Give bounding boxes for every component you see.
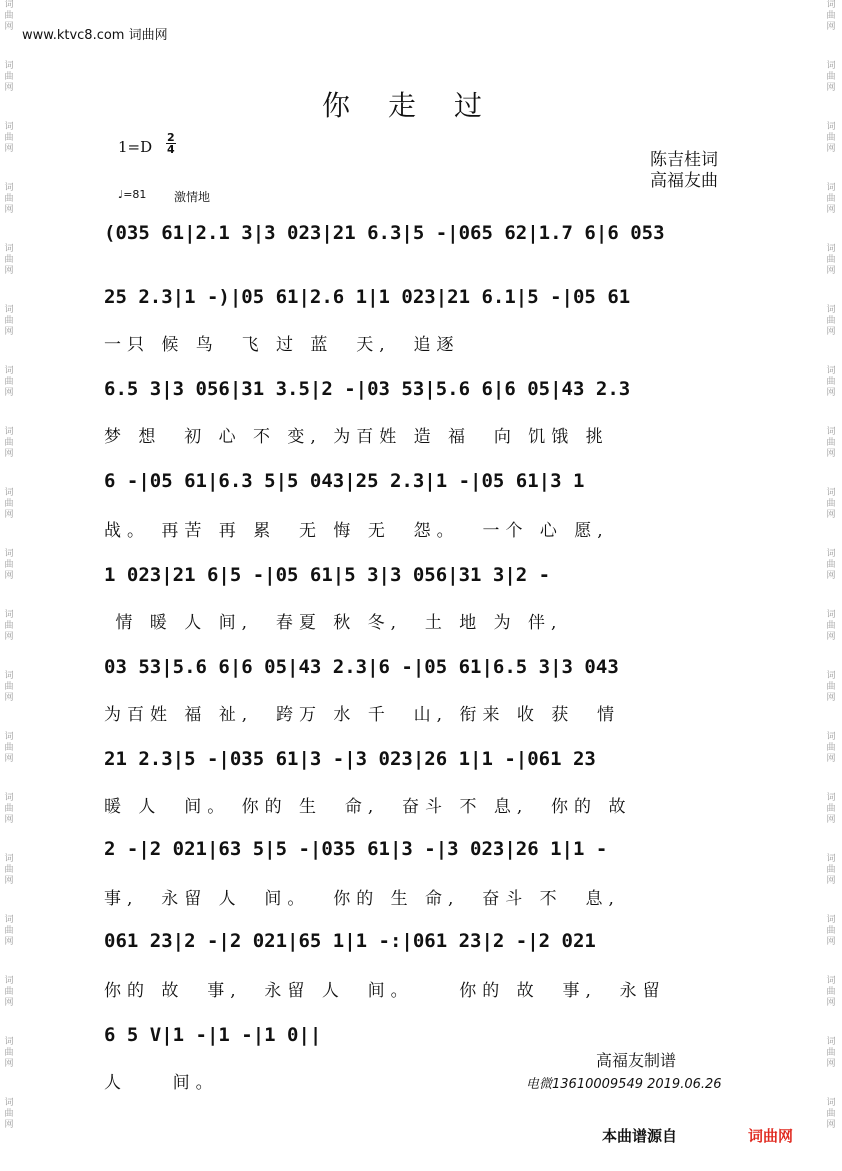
- watermark: 词曲网: [4, 183, 14, 215]
- watermark: 词曲网: [4, 915, 14, 947]
- watermark: 词曲网: [826, 366, 836, 398]
- notes-line-1: (035 61|2.1 3|3 023|21 6.3|5 -|065 62|1.7 6|6 053: [104, 222, 665, 244]
- watermark: 词曲网: [4, 732, 14, 764]
- watermark: 词曲网: [826, 671, 836, 703]
- lyrics-line-7: 暖 人 间。 你的 生 命, 奋斗 不 息, 你的 故: [104, 797, 632, 817]
- watermark: 词曲网: [826, 793, 836, 825]
- watermark: 词曲网: [4, 0, 14, 32]
- notes-line-6: 03 53|5.6 6|6 05|43 2.3|6 -|05 61|6.5 3|3 043: [104, 656, 619, 678]
- watermark: 词曲网: [4, 1037, 14, 1069]
- time-numerator: 2: [167, 131, 175, 144]
- maker-credit: 高福友制谱: [596, 1051, 677, 1070]
- watermark: 词曲网: [826, 854, 836, 886]
- watermark: 词曲网: [826, 61, 836, 93]
- watermark: 词曲网: [826, 549, 836, 581]
- watermark: 词曲网: [826, 732, 836, 764]
- notes-line-8: 2 -|2 021|63 5|5 -|035 61|3 -|3 023|26 1|1 -: [104, 838, 608, 860]
- watermark: 词曲网: [4, 793, 14, 825]
- tempo-mark: ♩=81: [118, 188, 147, 201]
- watermark: 词曲网: [4, 244, 14, 276]
- site-url[interactable]: www.ktvc8.com 词曲网: [22, 28, 168, 43]
- source-label: 本曲谱源自: [602, 1127, 678, 1145]
- expression-mark: 激情地: [174, 190, 211, 204]
- watermark: 词曲网: [4, 488, 14, 520]
- watermark: 词曲网: [4, 976, 14, 1008]
- notes-line-7: 21 2.3|5 -|035 61|3 -|3 023|26 1|1 -|061 23: [104, 748, 596, 770]
- notes-line-10: 6 5 V|1 -|1 -|1 0||: [104, 1024, 322, 1046]
- watermark: 词曲网: [826, 1037, 836, 1069]
- watermark: 词曲网: [826, 305, 836, 337]
- lyrics-line-2: 一只 候 鸟 飞 过 蓝 天, 追逐: [104, 335, 460, 355]
- watermark: 词曲网: [4, 549, 14, 581]
- watermark: 词曲网: [826, 427, 836, 459]
- watermark: 词曲网: [4, 671, 14, 703]
- lyrics-line-3: 梦 想 初 心 不 变, 为百姓 造 福 向 饥饿 挑: [104, 427, 609, 447]
- watermark: 词曲网: [4, 305, 14, 337]
- notes-line-4: 6 -|05 61|6.3 5|5 043|25 2.3|1 -|05 61|3 1: [104, 470, 585, 492]
- lyrics-line-8: 事, 永留 人 间。 你的 生 命, 奋斗 不 息,: [104, 889, 620, 909]
- lyrics-line-6: 为百姓 福 祉, 跨万 水 千 山, 衔来 收 获 情: [104, 705, 621, 725]
- watermark: 词曲网: [826, 183, 836, 215]
- contact-date: 电微13610009549 2019.06.26: [526, 1077, 722, 1092]
- watermark: 词曲网: [4, 610, 14, 642]
- watermark: 词曲网: [826, 915, 836, 947]
- lyricist: 陈吉桂词: [650, 150, 718, 170]
- watermark: 词曲网: [826, 244, 836, 276]
- lyrics-line-9: 你的 故 事, 永留 人 间。 你的 故 事, 永留: [104, 981, 666, 1001]
- watermark: 词曲网: [826, 0, 836, 32]
- watermark: 词曲网: [4, 427, 14, 459]
- watermark: 词曲网: [826, 976, 836, 1008]
- composer: 高福友曲: [650, 171, 718, 191]
- lyrics-line-10: 人 间。: [104, 1073, 219, 1093]
- watermark: 词曲网: [4, 366, 14, 398]
- watermark: 词曲网: [826, 122, 836, 154]
- watermark: 词曲网: [826, 610, 836, 642]
- watermark: 词曲网: [4, 122, 14, 154]
- watermark: 词曲网: [4, 1098, 14, 1130]
- watermark: 词曲网: [826, 488, 836, 520]
- lyrics-line-5: 情 暖 人 间, 春夏 秋 冬, 土 地 为 伴,: [104, 613, 563, 633]
- time-denominator: 4: [167, 143, 175, 156]
- lyrics-line-4: 战。 再苦 再 累 无 悔 无 怨。 一个 心 愿,: [104, 521, 609, 541]
- watermark: 词曲网: [4, 854, 14, 886]
- key-signature: 1=D: [118, 138, 153, 156]
- watermark: 词曲网: [826, 1098, 836, 1130]
- notes-line-5: 1 023|21 6|5 -|05 61|5 3|3 056|31 3|2 -: [104, 564, 551, 586]
- notes-line-3: 6.5 3|3 056|31 3.5|2 -|03 53|5.6 6|6 05|43 2.3: [104, 378, 631, 400]
- notes-line-2: 25 2.3|1 -)|05 61|2.6 1|1 023|21 6.1|5 -|05 61: [104, 286, 631, 308]
- notes-line-9: 061 23|2 -|2 021|65 1|1 -:|061 23|2 -|2 021: [104, 930, 596, 952]
- brand-link[interactable]: 词曲网: [748, 1127, 794, 1145]
- song-title: 你走过: [321, 89, 520, 122]
- watermark: 词曲网: [4, 61, 14, 93]
